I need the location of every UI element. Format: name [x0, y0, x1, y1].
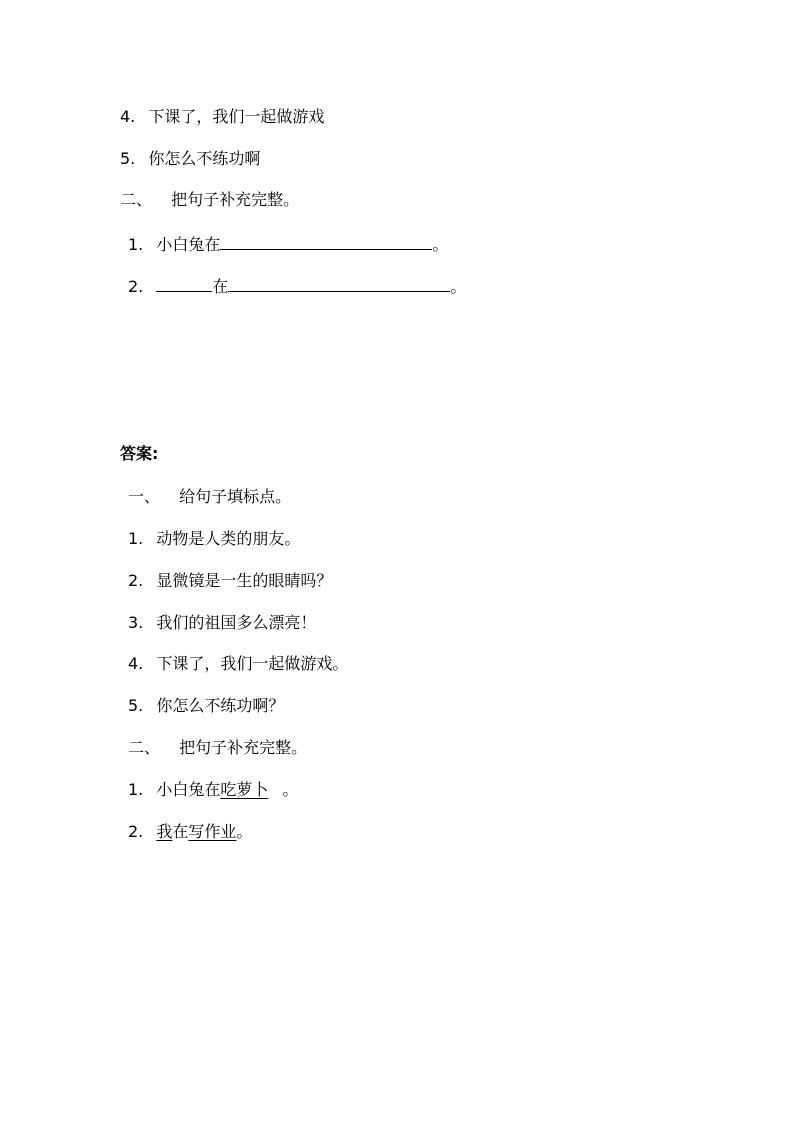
answer-item-4 — [128, 653, 348, 675]
answer-number: 5. — [128, 696, 144, 715]
answer-number: 4. — [128, 654, 144, 673]
answers-heading: 答案: — [120, 444, 159, 463]
section-2-heading — [120, 189, 299, 211]
filled-answer: 写作业 — [188, 822, 237, 841]
sentence-suffix: 。 — [450, 277, 467, 296]
sentence-mid: 在 — [172, 822, 189, 841]
section-number: 二、 — [128, 738, 161, 757]
fill-question-2 — [128, 274, 466, 298]
question-4 — [120, 106, 324, 128]
sentence-suffix: 。 — [282, 780, 299, 799]
answer-number: 1. — [128, 780, 144, 799]
sentence-prefix: 小白兔在 — [156, 235, 221, 254]
question-text: 下课了，我们一起做游戏 — [148, 107, 325, 126]
section-number: 二、 — [120, 190, 153, 209]
fill-question-1 — [128, 232, 448, 256]
answer-number: 2. — [128, 822, 144, 841]
section-title: 把句子补充完整。 — [171, 190, 300, 209]
answer-fill-1 — [128, 779, 298, 801]
answer-number: 1. — [128, 529, 144, 548]
filled-answer: 我 — [156, 822, 173, 841]
section-title: 给句子填标点。 — [179, 487, 292, 506]
question-text: 你怎么不练功啊 — [148, 149, 261, 168]
sentence-suffix: 。 — [236, 822, 253, 841]
sentence-prefix: 小白兔在 — [156, 780, 221, 799]
answer-item-1 — [128, 528, 300, 550]
answer-number: 3. — [128, 613, 144, 632]
answer-blank[interactable] — [220, 232, 432, 250]
answer-blank[interactable] — [156, 274, 212, 292]
question-number: 2. — [128, 277, 144, 296]
answer-item-5 — [128, 695, 284, 717]
answer-text: 下课了，我们一起做游戏。 — [156, 654, 349, 673]
filled-answer: 吃萝卜 — [220, 780, 269, 799]
section-title: 把句子补充完整。 — [179, 738, 308, 757]
answer-text: 显微镜是一生的眼睛吗？ — [156, 571, 333, 590]
sentence-suffix: 。 — [432, 235, 449, 254]
sentence-mid: 在 — [212, 277, 229, 296]
answer-section-1-heading — [128, 486, 291, 508]
question-5 — [120, 148, 260, 170]
section-number: 一、 — [128, 487, 161, 506]
answer-item-2 — [128, 570, 332, 592]
question-number: 5. — [120, 149, 136, 168]
answer-text: 动物是人类的朋友。 — [156, 529, 301, 548]
answer-blank[interactable] — [228, 274, 450, 292]
answer-item-3 — [128, 612, 316, 634]
question-number: 4. — [120, 107, 136, 126]
answer-fill-2 — [128, 821, 252, 843]
answer-number: 2. — [128, 571, 144, 590]
answer-section-2-heading — [128, 737, 307, 759]
answer-text: 我们的祖国多么漂亮！ — [156, 613, 317, 632]
question-number: 1. — [128, 235, 144, 254]
answer-text: 你怎么不练功啊？ — [156, 696, 285, 715]
